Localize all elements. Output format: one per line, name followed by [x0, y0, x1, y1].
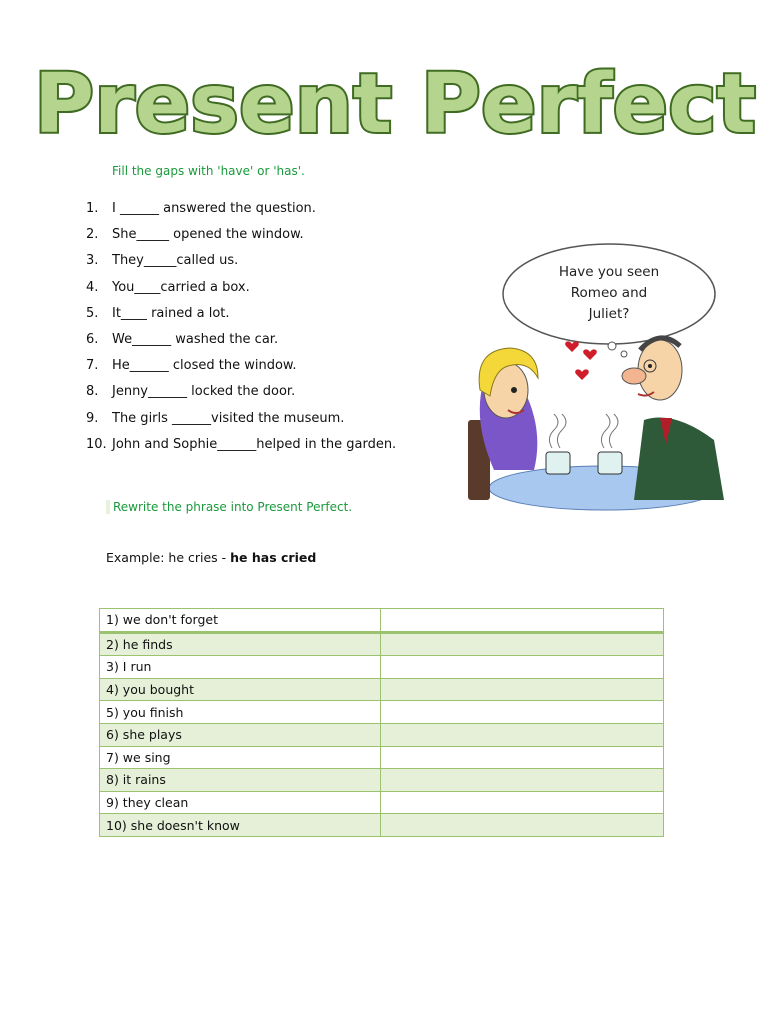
- table-row: [100, 723, 664, 746]
- phrase-cell: 7) we sing: [100, 746, 381, 769]
- hearts-icon: [565, 341, 597, 380]
- title-text: Present Perfect: [34, 57, 756, 152]
- exercise-text: She_____ opened the window.: [112, 227, 304, 243]
- bubble-line: Juliet?: [588, 306, 630, 322]
- exercise-item: [86, 279, 396, 305]
- phrase-cell: 1) we don't forget: [100, 609, 381, 633]
- exercise-item: [86, 305, 396, 331]
- example-answer: he has cried: [230, 550, 317, 565]
- rewrite-table: [99, 608, 664, 837]
- phrase-cell: 5) you finish: [100, 701, 381, 724]
- table-row: [100, 746, 664, 769]
- answer-cell[interactable]: [381, 632, 664, 656]
- exercise-item: [86, 410, 396, 436]
- example-prefix: Example: he cries -: [106, 550, 231, 565]
- bubble-dot: [621, 351, 627, 357]
- answer-cell[interactable]: [381, 609, 664, 633]
- answer-cell[interactable]: [381, 746, 664, 769]
- table-row: [100, 632, 664, 656]
- exercise-text: Jenny______ locked the door.: [112, 384, 296, 400]
- man-figure: [622, 338, 724, 500]
- exercise-item: [86, 436, 396, 462]
- exercise-item: [86, 226, 396, 252]
- table-row: [100, 609, 664, 633]
- exercise-number: 2.: [86, 227, 99, 243]
- table-row: [100, 701, 664, 724]
- answer-cell[interactable]: [381, 791, 664, 814]
- table-row: [100, 791, 664, 814]
- answer-cell[interactable]: [381, 678, 664, 701]
- table-row: [100, 656, 664, 679]
- table-row: [100, 814, 664, 837]
- rewrite-instruction: Rewrite the phrase into Present Perfect.: [106, 500, 352, 514]
- exercise-text: You____carried a box.: [112, 279, 250, 295]
- exercise-item: [86, 200, 396, 226]
- coffee-cup-icon: [598, 414, 622, 474]
- exercise-item: [86, 383, 396, 409]
- answer-cell[interactable]: [381, 656, 664, 679]
- bubble-line: Romeo and: [570, 285, 648, 301]
- exercise-text: We______ washed the car.: [112, 331, 279, 347]
- exercise-item: [86, 331, 396, 357]
- exercise-number: 10.: [86, 436, 107, 452]
- answer-cell[interactable]: [381, 723, 664, 746]
- bubble-dot: [608, 342, 616, 350]
- phrase-cell: 3) I run: [100, 656, 381, 679]
- page-title: [34, 52, 756, 156]
- exercise-item: [86, 252, 396, 278]
- answer-cell[interactable]: [381, 814, 664, 837]
- exercise-number: 7.: [86, 358, 99, 374]
- phrase-cell: 6) she plays: [100, 723, 381, 746]
- exercise-text: It____ rained a lot.: [112, 305, 230, 321]
- exercise-number: 3.: [86, 253, 99, 269]
- fill-instruction: Fill the gaps with 'have' or 'has'.: [112, 164, 305, 178]
- exercise-number: 9.: [86, 410, 99, 426]
- answer-cell[interactable]: [381, 769, 664, 792]
- exercise-item: [86, 357, 396, 383]
- exercise-text: John and Sophie______helped in the garden.: [112, 436, 397, 452]
- phrase-cell: 9) they clean: [100, 791, 381, 814]
- exercise-number: 6.: [86, 331, 99, 347]
- exercise-number: 8.: [86, 384, 99, 400]
- table-row: [100, 769, 664, 792]
- exercise-list: [86, 200, 396, 462]
- phrase-cell: 10) she doesn't know: [100, 814, 381, 837]
- exercise-text: They_____called us.: [112, 253, 239, 269]
- exercise-number: 1.: [86, 201, 99, 216]
- coffee-cup-icon: [546, 414, 570, 474]
- phrase-cell: 4) you bought: [100, 678, 381, 701]
- bubble-line: Have you seen: [558, 264, 660, 280]
- table-row: [100, 678, 664, 701]
- answer-cell[interactable]: [381, 701, 664, 724]
- exercise-number: 4.: [86, 279, 99, 295]
- phrase-cell: 8) it rains: [100, 769, 381, 792]
- exercise-text: The girls ______visited the museum.: [112, 410, 345, 426]
- exercise-text: I ______ answered the question.: [112, 201, 316, 216]
- phrase-cell: 2) he finds: [100, 632, 381, 656]
- example-line: [106, 550, 316, 565]
- exercise-text: He______ closed the window.: [112, 358, 297, 374]
- exercise-number: 5.: [86, 305, 99, 321]
- cartoon-illustration: [464, 240, 734, 510]
